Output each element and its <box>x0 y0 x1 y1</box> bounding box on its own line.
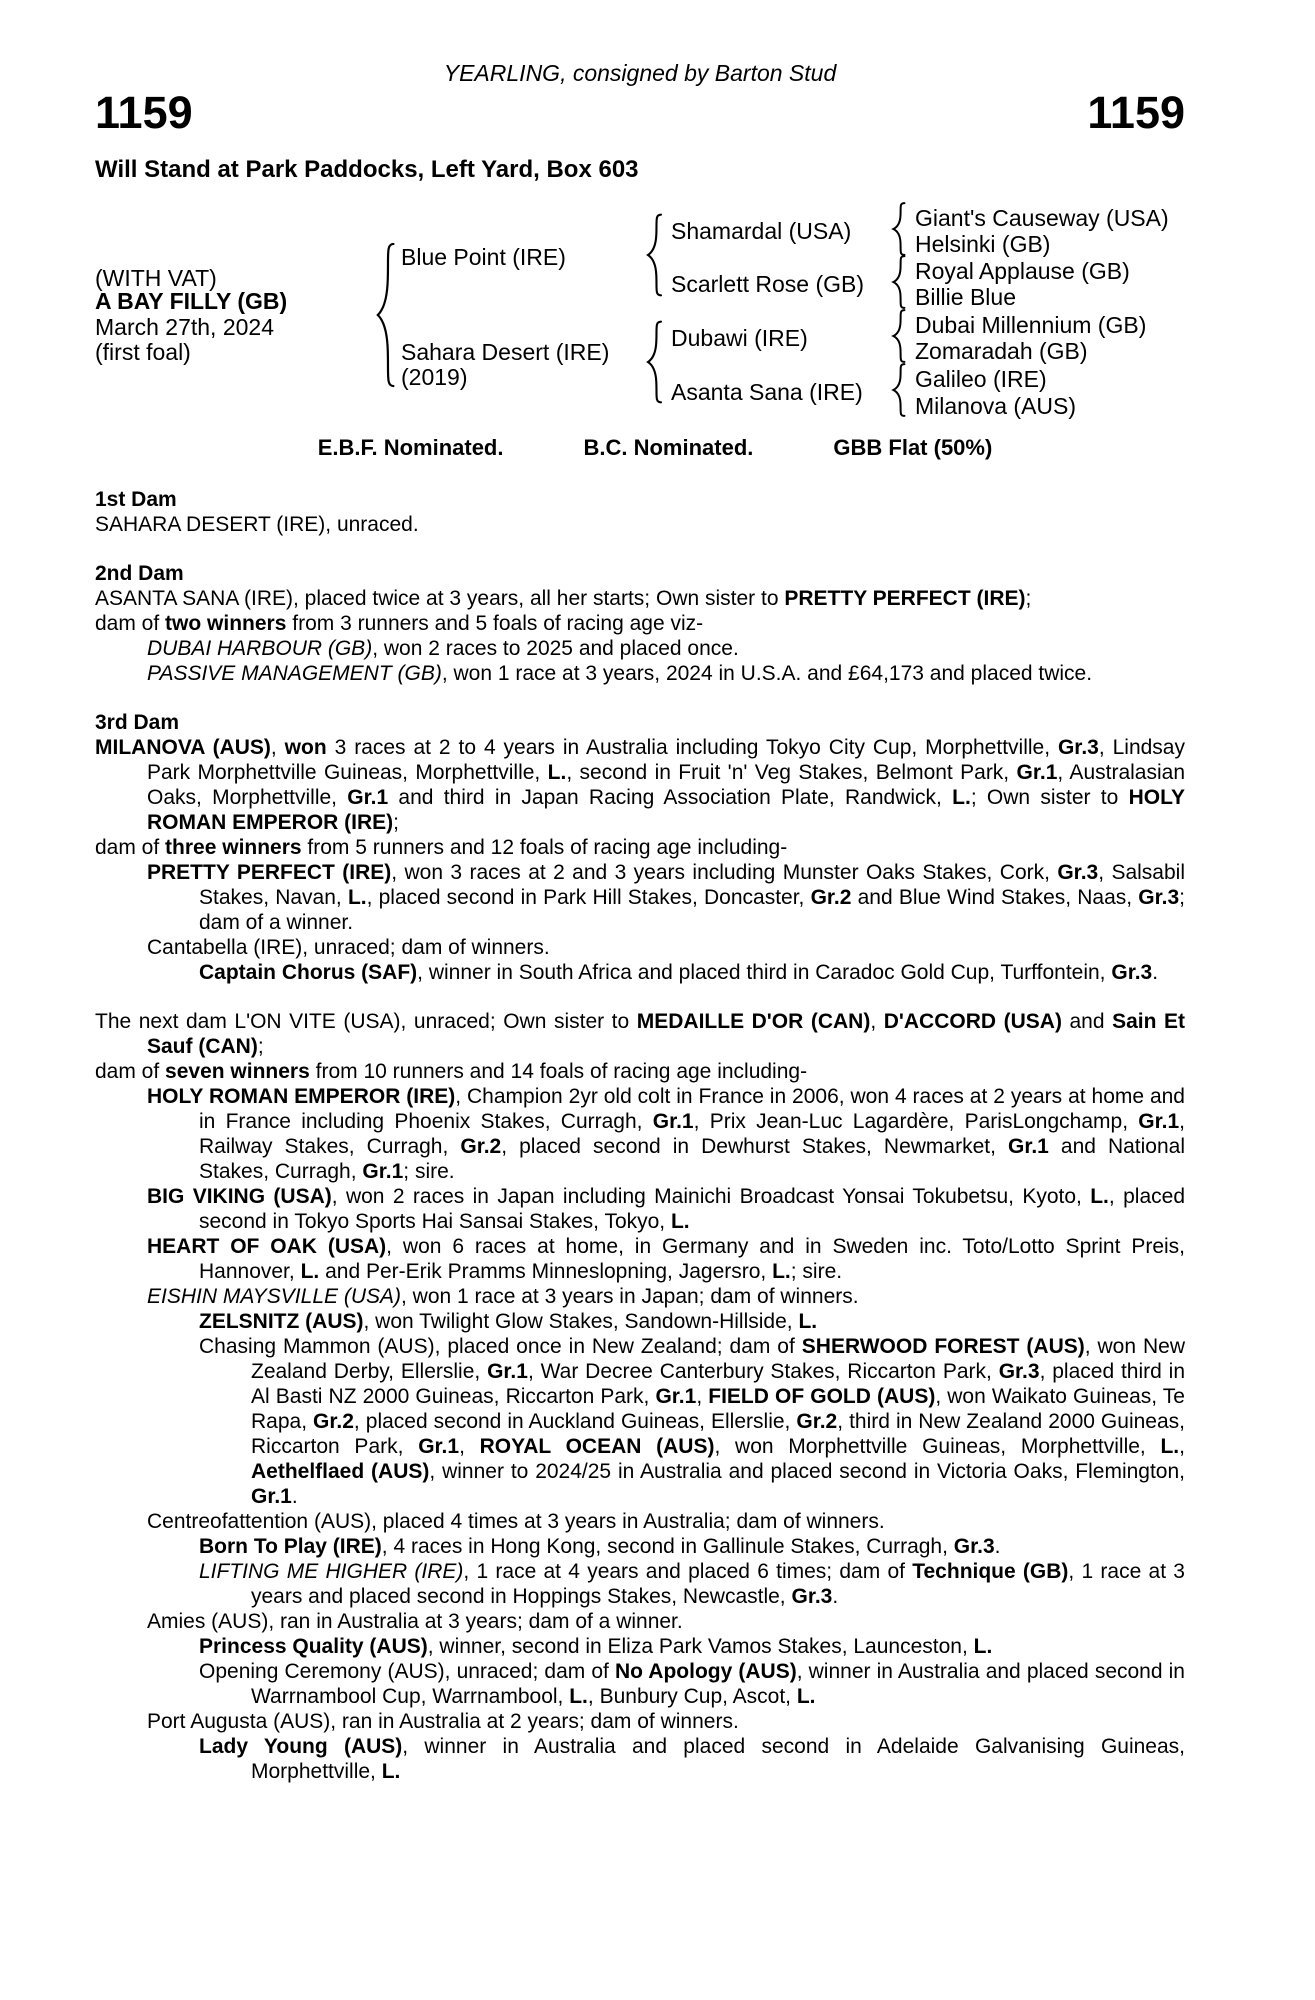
text-segment: PASSIVE MANAGEMENT (GB) <box>147 662 442 685</box>
text-segment: Gr.1 <box>652 1110 694 1133</box>
text-segment: Gr.3 <box>1057 736 1099 759</box>
text-segment: L. <box>569 1685 588 1708</box>
text-segment: dam of <box>95 836 166 859</box>
pedigree-paragraph <box>95 1334 1185 1509</box>
text-segment: L. <box>973 1635 993 1658</box>
pedigree-paragraph <box>95 1609 1185 1634</box>
pedigree-paragraph <box>95 1184 1185 1234</box>
text-segment: L. <box>347 886 367 909</box>
section-spacer <box>95 985 1185 1009</box>
text-segment: , won 3 races at 2 and 3 years including Munster Oaks Stakes, Cork, <box>391 861 1058 884</box>
text-segment: , 1 race at 3 years and placed second in Hoppings Stakes, Newcastle, <box>251 1560 1185 1608</box>
text-segment: , second in Fruit 'n' Veg Stakes, Belmont Park, <box>566 761 1017 784</box>
gen3-sire-dam-sire: Royal Applause (GB) <box>915 258 1130 284</box>
gen3-dam-dam-dam: Milanova (AUS) <box>915 393 1077 419</box>
text-segment: ; <box>257 1035 264 1058</box>
lot-number-right: 1159 <box>1087 87 1185 138</box>
text-segment: Gr.1 <box>1016 761 1058 784</box>
text-segment: L. <box>1160 1435 1180 1458</box>
text-segment: DUBAI HARBOUR (GB) <box>147 637 373 660</box>
text-segment: HEART OF OAK (USA) <box>147 1235 387 1258</box>
pedigree-paragraph <box>95 586 1185 611</box>
text-segment: and Blue Wind Stakes, Naas, <box>851 886 1139 909</box>
stand-location: Will Stand at Park Paddocks, Left Yard, Box 603 <box>95 156 639 183</box>
text-segment: , winner in Australia and placed second in Warrnambool Cup, Warrnambool, <box>251 1660 1185 1708</box>
text-segment: 3 races at 2 to 4 years in Australia including Tokyo City Cup, Morphettville, <box>326 736 1058 759</box>
text-segment: Born To Play (IRE) <box>199 1535 382 1558</box>
text-segment: PRETTY PERFECT (IRE) <box>147 861 392 884</box>
text-segment: , winner, second in Eliza Park Vamos Stakes, Launceston, <box>427 1635 974 1658</box>
text-segment: Gr.1 <box>418 1435 460 1458</box>
pedigree-paragraph <box>95 1559 1185 1609</box>
text-segment: BIG VIKING (USA) <box>147 1185 332 1208</box>
text-segment: Gr.3 <box>953 1535 995 1558</box>
text-segment: , placed second in Dewhurst Stakes, Newmarket, <box>501 1135 1008 1158</box>
pedigree-paragraph <box>95 1059 1185 1084</box>
text-segment: seven winners <box>165 1060 310 1083</box>
pedigree-paragraph <box>95 1634 1185 1659</box>
pedigree-paragraph <box>95 835 1185 860</box>
pedigree-paragraph <box>95 1009 1185 1059</box>
text-segment: , War Decree Canterbury Stakes, Riccarton Park, <box>527 1360 999 1383</box>
text-segment: Gr.1 <box>362 1160 404 1183</box>
text-segment: . <box>291 1485 298 1508</box>
text-segment: Technique (GB) <box>912 1560 1069 1583</box>
text-segment: , <box>696 1385 709 1408</box>
pedigree-paragraph <box>95 1084 1185 1184</box>
consignor-line: YEARLING, consigned by Barton Stud <box>443 60 837 86</box>
text-segment: L. <box>952 786 971 809</box>
text-segment: EISHIN MAYSVILLE (USA) <box>147 1285 402 1308</box>
text-segment: L. <box>1090 1185 1109 1208</box>
sire-dam-name: Scarlett Rose (GB) <box>671 271 864 297</box>
text-segment: , won 6 races at home, in Germany and in Sweden inc. Toto/Lotto Sprint Preis, Hannover, <box>199 1235 1185 1283</box>
text-segment: SAHARA DESERT (IRE), unraced. <box>95 513 419 536</box>
text-segment: , placed second in Park Hill Stakes, Doncaster, <box>366 886 811 909</box>
gen3-sire-sire-dam: Helsinki (GB) <box>915 231 1051 257</box>
pedigree-paragraph <box>95 611 1185 636</box>
pedigree-paragraph <box>95 1534 1185 1559</box>
pedigree-paragraph <box>95 636 1185 661</box>
text-segment: , won 1 race at 3 years in Japan; dam of winners. <box>401 1285 859 1308</box>
text-segment: , Australasian Oaks, Morphettville, <box>147 761 1185 809</box>
pedigree-paragraph <box>95 960 1185 985</box>
with-vat-note: (WITH VAT) <box>95 265 217 291</box>
lot-number-left: 1159 <box>95 87 193 138</box>
text-segment: , <box>870 1010 884 1033</box>
dam-heading: 1st Dam <box>95 488 177 511</box>
text-segment: , won 2 races in Japan including Mainichi Broadcast Yonsai Tokubetsu, Kyoto, <box>331 1185 1091 1208</box>
text-segment: , placed second in Auckland Guineas, Ellerslie, <box>353 1410 797 1433</box>
text-segment: The next dam L'ON VITE (USA), unraced; Own sister to <box>95 1010 637 1033</box>
gen3-sire-sire-sire: Giant's Causeway (USA) <box>915 205 1169 231</box>
text-segment: Gr.3 <box>1057 861 1099 884</box>
text-segment: Chasing Mammon (AUS), placed once in New Zealand; dam of <box>199 1335 802 1358</box>
text-segment: Gr.3 <box>998 1360 1040 1383</box>
bc-nominated-label: B.C. Nominated. <box>583 435 754 460</box>
dam-heading: 2nd Dam <box>95 562 184 585</box>
pedigree-brace-dam <box>644 320 664 404</box>
text-segment: Gr.2 <box>460 1135 502 1158</box>
text-segment: from 10 runners and 14 foals of racing age including- <box>309 1060 808 1083</box>
text-segment: Cantabella (IRE), unraced; dam of winners. <box>147 936 550 959</box>
text-segment: , won 1 race at 3 years, 2024 in U.S.A. and £64,173 and placed twice. <box>441 662 1093 685</box>
text-segment: Gr.1 <box>251 1485 292 1508</box>
text-segment: ; sire. <box>790 1260 843 1283</box>
text-segment: and Per-Erik Pramms Minneslopning, Jagersro, <box>319 1260 773 1283</box>
text-segment: Gr.1 <box>347 786 389 809</box>
text-segment: ; sire. <box>403 1160 455 1183</box>
text-segment: , won Twilight Glow Stakes, Sandown-Hillside, <box>363 1310 799 1333</box>
text-segment: HOLY ROMAN EMPEROR (IRE) <box>147 1085 456 1108</box>
text-segment: Opening Ceremony (AUS), unraced; dam of <box>199 1660 615 1683</box>
text-segment: FIELD OF GOLD (AUS) <box>708 1385 936 1408</box>
pedigree-brace-gen3-4 <box>890 363 907 417</box>
text-segment: ; dam of a winner. <box>199 886 1186 934</box>
text-segment: , placed third in Al Basti NZ 2000 Guineas, Riccarton Park, <box>251 1360 1185 1408</box>
text-segment: HOLY ROMAN EMPEROR (IRE) <box>147 786 1185 834</box>
text-segment: , <box>270 736 285 759</box>
text-segment: from 3 runners and 5 foals of racing age viz- <box>286 612 704 635</box>
dam-heading: 3rd Dam <box>95 711 180 734</box>
text-segment: , won New Zealand Derby, Ellerslie, <box>251 1335 1185 1383</box>
gen3-dam-sire-sire: Dubai Millennium (GB) <box>915 312 1147 338</box>
section-spacer <box>95 537 1185 561</box>
text-segment: ROYAL OCEAN (AUS) <box>479 1435 715 1458</box>
text-segment: ; Own sister to <box>970 786 1129 809</box>
text-segment: , Prix Jean-Luc Lagardère, ParisLongchamp, <box>693 1110 1139 1133</box>
text-segment: Gr.1 <box>1138 1110 1180 1133</box>
text-segment: , 1 race at 4 years and placed 6 times; dam of <box>463 1560 913 1583</box>
text-segment: , won Waikato Guineas, Te Rapa, <box>251 1385 1185 1433</box>
gen3-dam-dam-sire: Galileo (IRE) <box>915 366 1047 392</box>
dam-name: Sahara Desert (IRE) <box>401 339 610 365</box>
text-segment: , winner to 2024/25 in Australia and placed second in Victoria Oaks, Flemington, <box>429 1460 1185 1483</box>
text-segment: L. <box>798 1310 818 1333</box>
text-segment: L. <box>796 1685 816 1708</box>
text-segment: Lady Young (AUS) <box>199 1735 403 1758</box>
text-segment: , <box>1179 1435 1185 1458</box>
text-segment: . <box>994 1535 1001 1558</box>
text-segment: ZELSNITZ (AUS) <box>199 1310 364 1333</box>
text-segment: SHERWOOD FOREST (AUS) <box>801 1335 1085 1358</box>
text-segment: Gr.2 <box>810 886 852 909</box>
lot-number-row <box>95 87 1185 138</box>
text-segment: MEDAILLE D'OR (CAN) <box>636 1010 871 1033</box>
gen3-dam-sire-dam: Zomaradah (GB) <box>915 338 1088 364</box>
text-segment: Aethelflaed (AUS) <box>251 1460 430 1483</box>
text-segment: Gr.3 <box>1111 961 1153 984</box>
text-segment: LIFTING ME HIGHER (IRE) <box>199 1560 464 1583</box>
section-spacer <box>95 686 1185 710</box>
text-segment: ; <box>393 811 400 834</box>
text-segment: , Salsabil Stakes, Navan, <box>199 861 1185 909</box>
text-segment: dam of <box>95 612 166 635</box>
pedigree-paragraph <box>95 860 1185 935</box>
text-segment: , <box>459 1435 480 1458</box>
text-segment: Port Augusta (AUS), ran in Australia at 2 years; dam of winners. <box>147 1710 739 1733</box>
text-segment: , Bunbury Cup, Ascot, <box>587 1685 797 1708</box>
text-segment: Gr.1 <box>655 1385 697 1408</box>
text-segment: , winner in South Africa and placed third in Caradoc Gold Cup, Turffontein, <box>417 961 1112 984</box>
text-segment: MILANOVA (AUS) <box>95 736 271 759</box>
text-segment: Gr.1 <box>487 1360 528 1383</box>
text-segment: Gr.3 <box>1138 886 1180 909</box>
text-segment: , won Morphettville Guineas, Morphettville, <box>714 1435 1161 1458</box>
text-segment: Amies (AUS), ran in Australia at 3 years; dam of a winner. <box>147 1610 683 1633</box>
text-segment: Sain Et Sauf (CAN) <box>147 1010 1185 1058</box>
sire-sire-name: Shamardal (USA) <box>671 218 852 244</box>
nominations-row <box>95 435 1185 461</box>
foal-date: March 27th, 2024 <box>95 314 275 340</box>
foal-note: (first foal) <box>95 339 191 365</box>
ebf-nominated-label: E.B.F. Nominated. <box>317 435 504 460</box>
text-segment: L. <box>670 1210 690 1233</box>
text-segment: Gr.1 <box>1007 1135 1049 1158</box>
pedigree-brace-sire <box>644 213 664 297</box>
text-segment: and <box>1061 1010 1113 1033</box>
pedigree-brace-gen3-1 <box>890 202 907 256</box>
pedigree-paragraph <box>95 935 1185 960</box>
text-segment: , won 2 races to 2025 and placed once. <box>372 637 739 660</box>
text-segment: . <box>1152 961 1159 984</box>
pedigree-paragraph <box>95 1284 1185 1309</box>
text-segment: , Champion 2yr old colt in France in 2006, won 4 races at 2 years at home and in France including Phoenix Stakes, Curragh, <box>199 1085 1185 1133</box>
text-segment: , Railway Stakes, Curragh, <box>199 1110 1185 1158</box>
text-segment: and National Stakes, Curragh, <box>199 1135 1186 1183</box>
sire-name: Blue Point (IRE) <box>401 244 566 270</box>
text-segment: L. <box>381 1760 401 1783</box>
gen3-sire-dam-dam: Billie Blue <box>915 284 1016 310</box>
text-segment: Princess Quality (AUS) <box>199 1635 428 1658</box>
pedigree-paragraph <box>95 1509 1185 1534</box>
text-segment: , winner in Australia and placed second in Adelaide Galvanising Guineas, Morphettville, <box>251 1735 1185 1783</box>
text-segment: PRETTY PERFECT (IRE) <box>784 587 1026 610</box>
text-segment: Captain Chorus (SAF) <box>199 961 418 984</box>
text-segment: from 5 runners and 12 foals of racing age including- <box>301 836 788 859</box>
text-segment: ; <box>1025 587 1032 610</box>
text-segment: Gr.3 <box>791 1585 833 1608</box>
text-segment: Gr.2 <box>313 1410 354 1433</box>
dam-dam-name: Asanta Sana (IRE) <box>671 379 863 405</box>
text-segment: L. <box>300 1260 320 1283</box>
pedigree-paragraph <box>95 512 1185 537</box>
pedigree-paragraph <box>95 1309 1185 1334</box>
text-segment: dam of <box>95 1060 166 1083</box>
pedigree-brace-gen1 <box>373 241 397 389</box>
pedigree-paragraph <box>95 661 1185 686</box>
pedigree-brace-gen3-3 <box>890 309 907 363</box>
text-segment: No Apology (AUS) <box>614 1660 797 1683</box>
pedigree-paragraph <box>95 1234 1185 1284</box>
pedigree-brace-gen3-2 <box>890 255 907 309</box>
text-segment: L. <box>547 761 567 784</box>
pedigree-paragraph <box>95 1659 1185 1709</box>
text-segment: Gr.2 <box>796 1410 838 1433</box>
dam-sire-name: Dubawi (IRE) <box>671 325 808 351</box>
pedigree-text-body <box>95 487 1185 1784</box>
text-segment: and third in Japan Racing Association Plate, Randwick, <box>388 786 953 809</box>
text-segment: ASANTA SANA (IRE), placed twice at 3 years, all her starts; Own sister to <box>95 587 785 610</box>
pedigree-paragraph <box>95 735 1185 835</box>
text-segment: D'ACCORD (USA) <box>883 1010 1062 1033</box>
pedigree-tree <box>95 189 1185 421</box>
text-segment: , 4 races in Hong Kong, second in Gallinule Stakes, Curragh, <box>381 1535 954 1558</box>
text-segment: , third in New Zealand 2000 Guineas, Riccarton Park, <box>251 1410 1185 1458</box>
text-segment: . <box>832 1585 839 1608</box>
text-segment: , Lindsay Park Morphettville Guineas, Morphettville, <box>147 736 1185 784</box>
gbb-flat-label: GBB Flat (50%) <box>833 435 993 460</box>
text-segment: two winners <box>165 612 287 635</box>
text-segment: Centreofattention (AUS), placed 4 times at 3 years in Australia; dam of winners. <box>147 1510 885 1533</box>
text-segment: won <box>284 736 327 759</box>
text-segment: L. <box>772 1260 791 1283</box>
dam-year: (2019) <box>401 364 468 390</box>
pedigree-paragraph <box>95 1734 1185 1784</box>
horse-name: A BAY FILLY (GB) <box>95 288 288 314</box>
text-segment: , placed second in Tokyo Sports Hai Sansai Stakes, Tokyo, <box>199 1185 1185 1233</box>
pedigree-paragraph <box>95 1709 1185 1734</box>
text-segment: three winners <box>165 836 302 859</box>
